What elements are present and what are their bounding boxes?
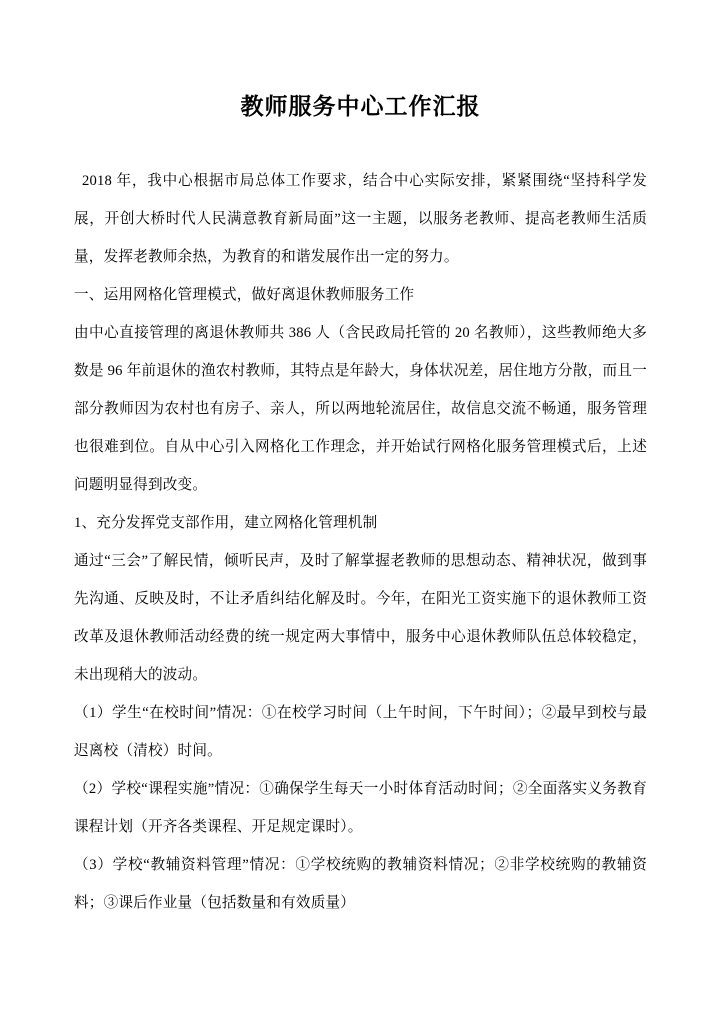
paragraph-3: 由中心直接管理的离退休教师共 386 人（含民政局托管的 20 名教师），这些教师绝大多数是 96 年前退休的渔农村教师，其特点是年龄大，身体状况差，居住地方分散，而且一部分教师因为农村也有房子、亲人，所以两地轮流居住，故信息交流不畅通，服务管理也很难到位。自从中心引入网格化工作理念，并开始试行网格化服务管理模式后，上述问题明显得到改变。 (74, 325, 647, 493)
paragraph-8-item-3: （3）学校“教辅资料管理”情况：①学校统购的教辅资料情况；②非学校统购的教辅资料；③课后作业量（包括数量和有效质量） (74, 857, 647, 911)
document-body (74, 162, 647, 922)
paragraph-5: 通过“三会”了解民情，倾听民声，及时了解掌握老教师的思想动态、精神状况，做到事先沟通、反映及时，不让矛盾纠结化解及时。今年，在阳光工资实施下的退休教师工资改革及退休教师活动经费的统一规定两大事情中，服务中心退休教师队伍总体较稳定，未出现稍大的波动。 (74, 553, 647, 683)
paragraph-4-subheading: 1、充分发挥党支部作用，建立网格化管理机制 (74, 515, 378, 531)
paragraph-7-item-2: （2）学校“课程实施”情况：①确保学生每天一小时体育活动时间；②全面落实义务教育课程计划（开齐各类课程、开足规定课时）。 (74, 781, 647, 835)
page-title: 教师服务中心工作汇报 (240, 94, 481, 119)
paragraph-6-item-1: （1）学生“在校时间”情况：①在校学习时间（上午时间，下午时间）；②最早到校与最迟离校（清校）时间。 (74, 705, 647, 759)
paragraph-2-heading: 一、运用网格化管理模式，做好离退休教师服务工作 (74, 287, 415, 303)
paragraph-1: 2018 年，我中心根据市局总体工作要求，结合中心实际安排，紧紧围绕“坚持科学发展，开创大桥时代人民满意教育新局面”这一主题，以服务老教师、提高老教师生活质量，发挥老教师余热，为教育的和谐发展作出一定的努力。 (74, 173, 647, 265)
